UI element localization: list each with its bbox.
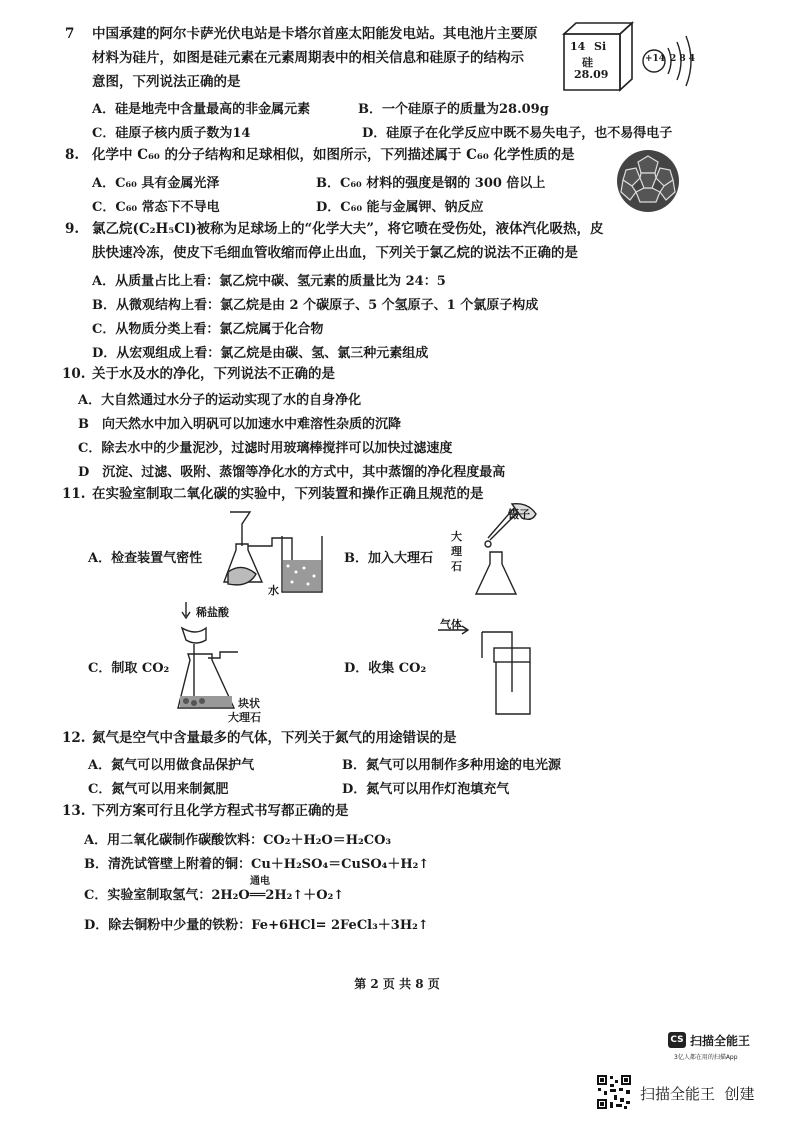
q11-option-d: D．收集 CO₂: [344, 661, 427, 676]
page-footer: 第 2 页 共 8 页: [354, 977, 440, 991]
apparatus-d-collecting-co2: [438, 622, 538, 716]
scanner-subtitle: 3亿人都在用的扫描App: [674, 1054, 738, 1061]
periodic-table-cell: [560, 20, 638, 92]
element-mass: 28.09: [574, 68, 609, 81]
label-marble: 大理石: [228, 711, 261, 724]
q13-number: 13.: [62, 803, 86, 819]
q10-line: 关于水及水的净化，下列说法不正确的是: [92, 366, 335, 382]
scanner-created-label: 扫描全能王 创建: [640, 1085, 755, 1103]
q12-option-d: D．氮气可以用作灯泡填充气: [342, 782, 510, 797]
label-tweezers: 镊子: [508, 508, 530, 521]
c60-molecule-image: [612, 148, 684, 214]
q12-option-a: A．氮气可以用做食品保护气: [88, 758, 255, 773]
q7-option-c: C．硅原子核内质子数为14: [92, 126, 251, 141]
scanner-badge-icon: CS: [668, 1032, 686, 1048]
label-dilute-acid: 稀盐酸: [196, 606, 229, 619]
q10-option-a: A．大自然通过水分子的运动实现了水的自身净化: [78, 393, 362, 408]
q8-option-b: B．C₆₀ 材料的强度是钢的 300 倍以上: [316, 176, 546, 191]
atom-nucleus: +14: [645, 54, 666, 64]
q7-line-2: 材料为硅片，如图是硅元素在元素周期表中的相关信息和硅原子的结构示: [92, 50, 524, 66]
q9-option-a: A．从质量占比上看：氯乙烷中碳、氢元素的质量比为 24：5: [92, 274, 446, 289]
q8-option-d: D．C₆₀ 能与金属钾、钠反应: [316, 200, 484, 215]
q11-option-c: C．制取 CO₂: [88, 661, 170, 676]
q9-option-c: C．从物质分类上看：氯乙烷属于化合物: [92, 322, 324, 337]
q9-option-b: B．从微观结构上看：氯乙烷是由 2 个碳原子、5 个氢原子、1 个氯原子构成: [92, 298, 539, 313]
element-number: 14: [570, 40, 586, 53]
q9-number: 9.: [65, 221, 80, 237]
q13-condition: 通电: [250, 876, 270, 887]
q7-option-a: A．硅是地壳中含量最高的非金属元素: [92, 102, 311, 117]
q11-line: 在实验室制取二氧化碳的实验中，下列装置和操作正确且规范的是: [92, 486, 484, 502]
q12-number: 12.: [62, 730, 86, 746]
q10-option-b: B 向天然水中加入明矾可以加速水中难溶性杂质的沉降: [78, 417, 401, 432]
q8-number: 8.: [65, 147, 80, 163]
scanner-title: 扫描全能王: [690, 1034, 751, 1048]
q11-option-b: B．加入大理石: [344, 551, 433, 566]
label-marble-2: 理: [451, 545, 462, 558]
q11-number: 11.: [62, 486, 86, 502]
q7-option-d: D．硅原子在化学反应中既不易失电子，也不易得电子: [362, 126, 673, 141]
q12-option-b: B．氮气可以用制作多种用途的电光源: [342, 758, 561, 773]
q12-line: 氮气是空气中含量最多的气体，下列关于氮气的用途错误的是: [92, 730, 457, 746]
q7-line-3: 意图，下列说法正确的是: [92, 74, 241, 90]
q12-option-c: C．氮气可以用来制氮肥: [88, 782, 229, 797]
label-water: 水: [268, 584, 279, 597]
q9-line-2: 肤快速冷冻，使皮下毛细血管收缩而停止出血，下列关于氯乙烷的说法不正确的是: [92, 245, 578, 261]
q9-option-d: D．从宏观组成上看：氯乙烷是由碳、氢、氯三种元素组成: [92, 346, 429, 361]
q7-number: 7: [65, 26, 75, 42]
q8-line: 化学中 C₆₀ 的分子结构和足球相似，如图所示，下列描述属于 C₆₀ 化学性质的是: [92, 147, 575, 163]
qr-code-icon: [596, 1074, 632, 1110]
label-marble-1: 大: [451, 530, 462, 543]
q11-option-a: A．检查装置气密性: [88, 551, 203, 566]
q10-number: 10.: [62, 366, 86, 382]
q8-option-a: A．C₆₀ 具有金属光泽: [92, 176, 220, 191]
label-block: 块状: [238, 697, 260, 710]
q13-option-a: A．用二氧化碳制作碳酸饮料：CO₂＋H₂O＝H₂CO₃: [84, 833, 392, 848]
q10-option-d: D 沉淀、过滤、吸附、蒸馏等净化水的方式中，其中蒸馏的净化程度最高: [78, 465, 506, 480]
q9-line-1: 氯乙烷(C₂H₅Cl)被称为足球场上的“化学大夫”，将它喷在受伤处，液体汽化吸热，皮: [92, 221, 604, 237]
element-name: 硅: [582, 56, 593, 69]
label-marble-3: 石: [451, 560, 462, 573]
q13-option-d: D．除去铜粉中少量的铁粉：Fe+6HCl= 2FeCl₃＋3H₂↑: [84, 918, 429, 933]
q13-option-c: C．实验室制取氢气：2H₂O══2H₂↑＋O₂↑: [84, 888, 345, 903]
atom-shells: 2 8 4: [670, 54, 696, 64]
q10-option-c: C．除去水中的少量泥沙，过滤时用玻璃棒搅拌可以加快过滤速度: [78, 441, 453, 456]
q7-option-b: B．一个硅原子的质量为28.09g: [358, 102, 549, 117]
q13-line: 下列方案可行且化学方程式书写都正确的是: [92, 803, 349, 819]
q8-option-c: C．C₆₀ 常态下不导电: [92, 200, 220, 215]
label-gas: 气体: [440, 618, 462, 631]
q7-line-1: 中国承建的阿尔卡萨光伏电站是卡塔尔首座太阳能发电站。其电池片主要原: [92, 26, 538, 42]
element-symbol: Si: [594, 40, 607, 53]
q13-option-b: B．清洗试管壁上附着的铜：Cu＋H₂SO₄＝CuSO₄＋H₂↑: [84, 857, 430, 872]
